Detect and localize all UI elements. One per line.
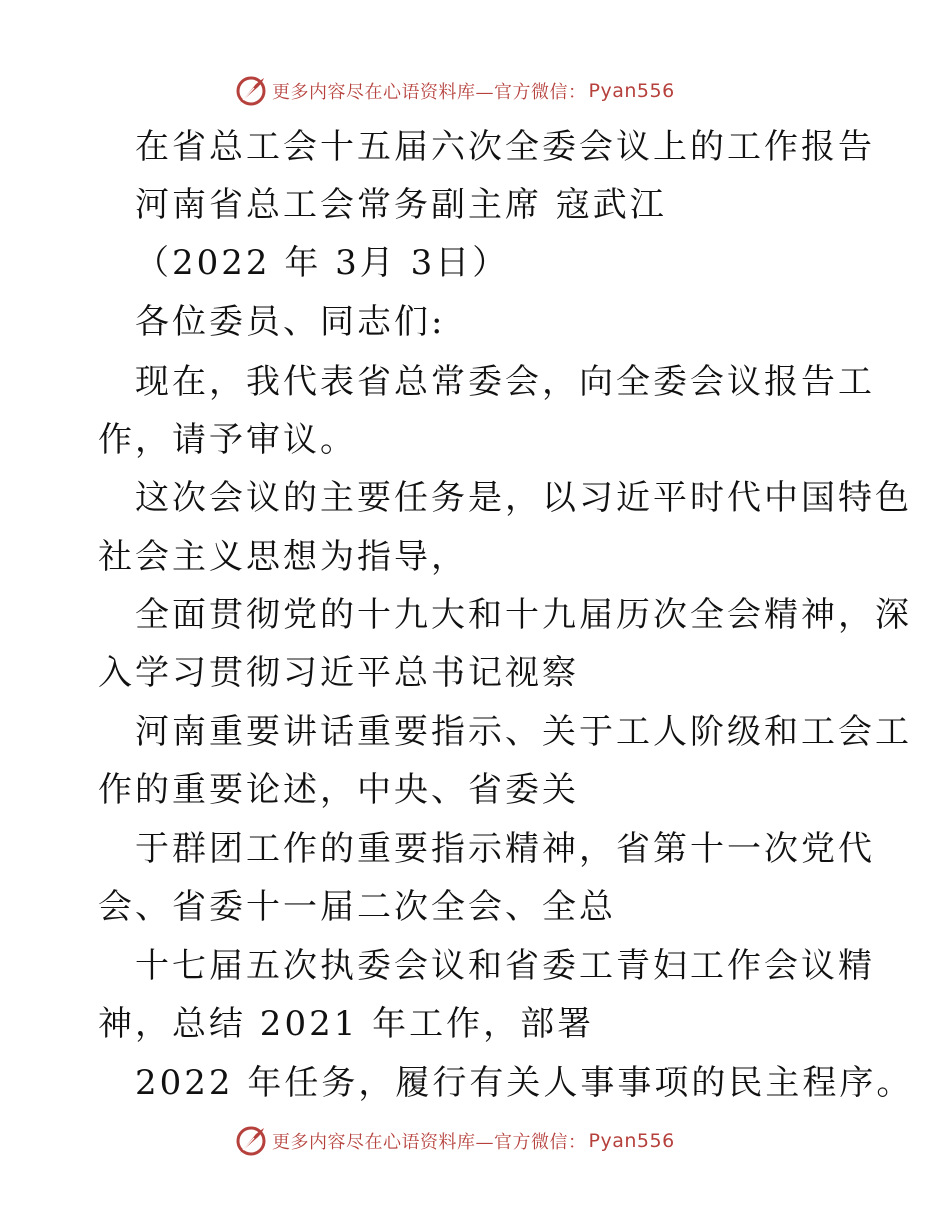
paragraph-line: 会、省委十一届二次全会、全总 (98, 887, 616, 927)
watermark-footer (234, 1123, 714, 1159)
document-title: 在省总工会十五届六次全委会议上的工作报告 (135, 127, 875, 167)
document-speaker: 河南省总工会常务副主席 寇武江 (135, 185, 667, 225)
watermark-text: 更多内容尽在心语资料库—官方微信： (272, 1132, 587, 1153)
watermark-wechat-id: Pyan556 (588, 1130, 675, 1152)
document-date: （2022 年 3月 3日） (135, 243, 510, 283)
paragraph-line: 作，请予审议。 (98, 420, 357, 460)
document-salutation: 各位委员、同志们: (135, 302, 446, 342)
paragraph-line: 神，总结 2021 年工作，部署 (98, 1004, 595, 1044)
paragraph-line: 2022 年任务，履行有关人事事项的民主程序。 (135, 1063, 914, 1103)
watermark-text: 更多内容尽在心语资料库—官方微信： (272, 82, 587, 103)
watermark-wechat-id: Pyan556 (588, 80, 675, 102)
paragraph-line: 入学习贯彻习近平总书记视察 (98, 653, 579, 693)
paragraph-line: 全面贯彻党的十九大和十九届历次全会精神，深 (135, 595, 912, 635)
paragraph-line: 这次会议的主要任务是，以习近平时代中国特色 (135, 478, 912, 518)
paragraph-line: 十七届五次执委会议和省委工青妇工作会议精 (135, 946, 875, 986)
paragraph-line: 现在，我代表省总常委会，向全委会议报告工 (135, 362, 875, 402)
watermark-header (234, 73, 714, 109)
paragraph-line: 河南重要讲话重要指示、关于工人阶级和工会工 (135, 712, 912, 752)
paragraph-line: 作的重要论述，中央、省委关 (98, 770, 579, 810)
feather-pen-logo-icon (234, 74, 268, 108)
paragraph-line: 社会主义思想为指导， (98, 537, 468, 577)
feather-pen-logo-icon (234, 1124, 268, 1158)
paragraph-line: 于群团工作的重要指示精神，省第十一次党代 (135, 829, 875, 869)
